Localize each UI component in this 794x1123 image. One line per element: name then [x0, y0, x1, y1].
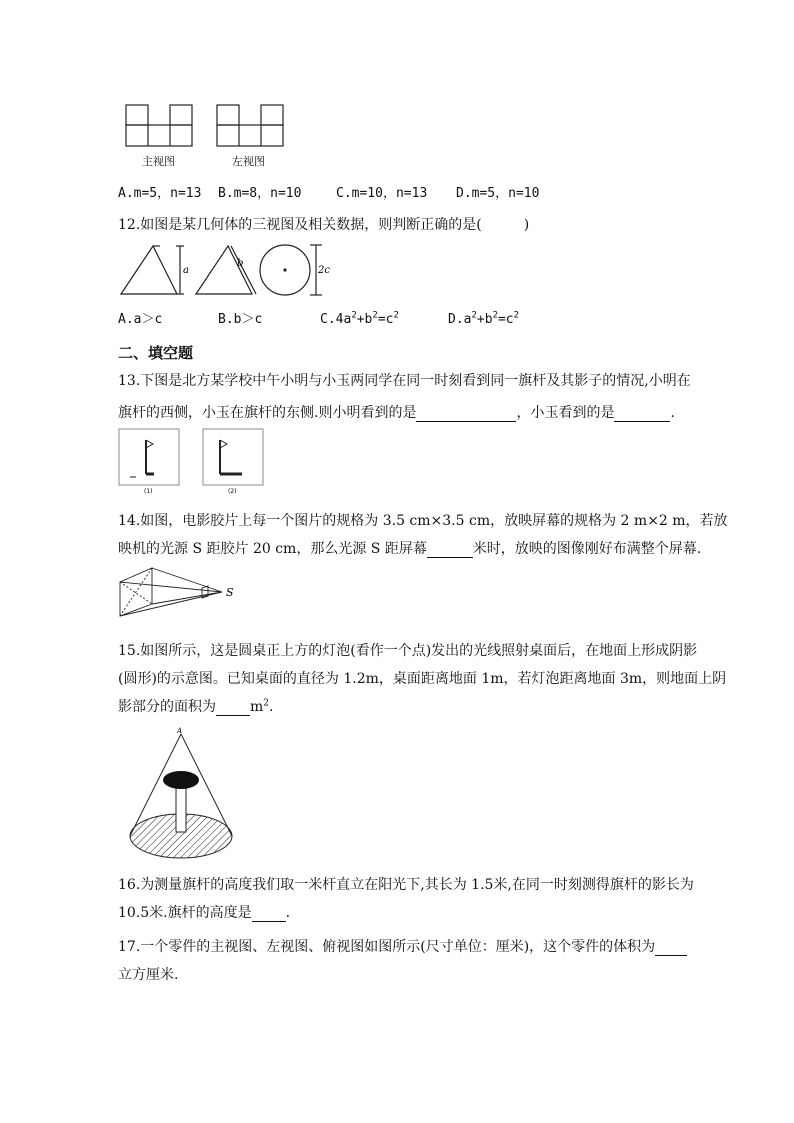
q13-blank-2[interactable]: [614, 407, 670, 422]
q14-projector-figure: [118, 562, 238, 620]
q11-caption-left: 左视图: [232, 155, 265, 168]
q11-option-d: D.m=5，n=10: [456, 186, 540, 201]
q13-shadow-figure-1: [118, 428, 180, 494]
q11-front-view-figure: [125, 104, 197, 150]
q15-blank[interactable]: [216, 701, 250, 716]
q16-blank[interactable]: [252, 907, 286, 922]
q12-option-d: $D.a^2+b^2=c^2$: [448, 310, 520, 327]
q11-option-c: C.m=10，n=13: [336, 186, 428, 201]
q15-line2: (圆形)的示意图。已知桌面的直径为 1.2m，桌面距离地面 1m，若灯泡距离地面 3m，则地面上阴: [118, 671, 727, 687]
q12-option-a: A.a＞c: [118, 312, 163, 327]
q12-label-b: b: [237, 258, 244, 269]
q12-stem: 12.如图是某几何体的三视图及相关数据，则判断正确的是( ): [118, 217, 530, 233]
q12-option-b: B.b＞c: [218, 312, 263, 327]
section-title-fill-in: 二、填空题: [118, 344, 194, 362]
q15-lamp-table-figure: [128, 726, 236, 864]
q11-left-view-figure: [216, 104, 288, 150]
q13-caption-1: (1): [144, 488, 153, 494]
q12-label-a: a: [183, 265, 189, 276]
q16-line1: 16.为测量旗杆的高度我们取一米杆直立在阳光下,其长为 1.5米,在同一时刻测得旗杆的影长为: [118, 877, 694, 893]
q15-line3: 影部分的面积为 $m^2$.: [118, 698, 274, 715]
q17-line2: 立方厘米.: [118, 967, 179, 983]
q11-option-b: B.m=8，n=10: [218, 186, 302, 201]
q11-caption-front: 主视图: [142, 155, 175, 168]
q14-label-s: S: [226, 586, 234, 599]
q17-line1: 17.一个零件的主视图、左视图、俯视图如图所示(尺寸单位：厘米)，这个零件的体积为: [118, 938, 687, 956]
q15-label-a: A: [177, 727, 183, 735]
q13-line1: 13.下图是北方某学校中午小明与小玉两同学在同一时刻看到同一旗杆及其影子的情况,小明在: [118, 373, 691, 389]
q13-caption-2: (2): [228, 488, 237, 494]
q14-blank[interactable]: [427, 543, 473, 558]
q15-line1: 15.如图所示，这是圆桌正上方的灯泡(看作一个点)发出的光线照射桌面后，在地面上形成阴影: [118, 643, 698, 659]
q13-blank-1[interactable]: [416, 407, 516, 422]
q14-line2: 映机的光源 S 距胶片 20 cm，那么光源 S 距屏幕 米时，放映的图像刚好布满整个屏幕.: [118, 541, 702, 557]
q16-line2: 10.5米.旗杆的高度是 .: [118, 905, 291, 921]
q12-option-c: $C.4a^2+b^2=c^2$: [320, 310, 399, 327]
q14-line1: 14.如图，电影胶片上每一个图片的规格为 3.5 cm×3.5 cm，放映屏幕的规格为 2 m×2 m，若放: [118, 513, 728, 529]
q11-option-a: A.m=5，n=13: [118, 186, 202, 201]
q13-line2: 旗杆的西侧，小玉在旗杆的东侧.则小明看到的是 ，小玉看到的是 .: [118, 405, 675, 421]
q17-blank[interactable]: [655, 941, 687, 956]
q12-label-2c: 2c: [318, 265, 330, 276]
q13-shadow-figure-2: [202, 428, 264, 494]
q12-three-views-figure: [120, 242, 336, 300]
